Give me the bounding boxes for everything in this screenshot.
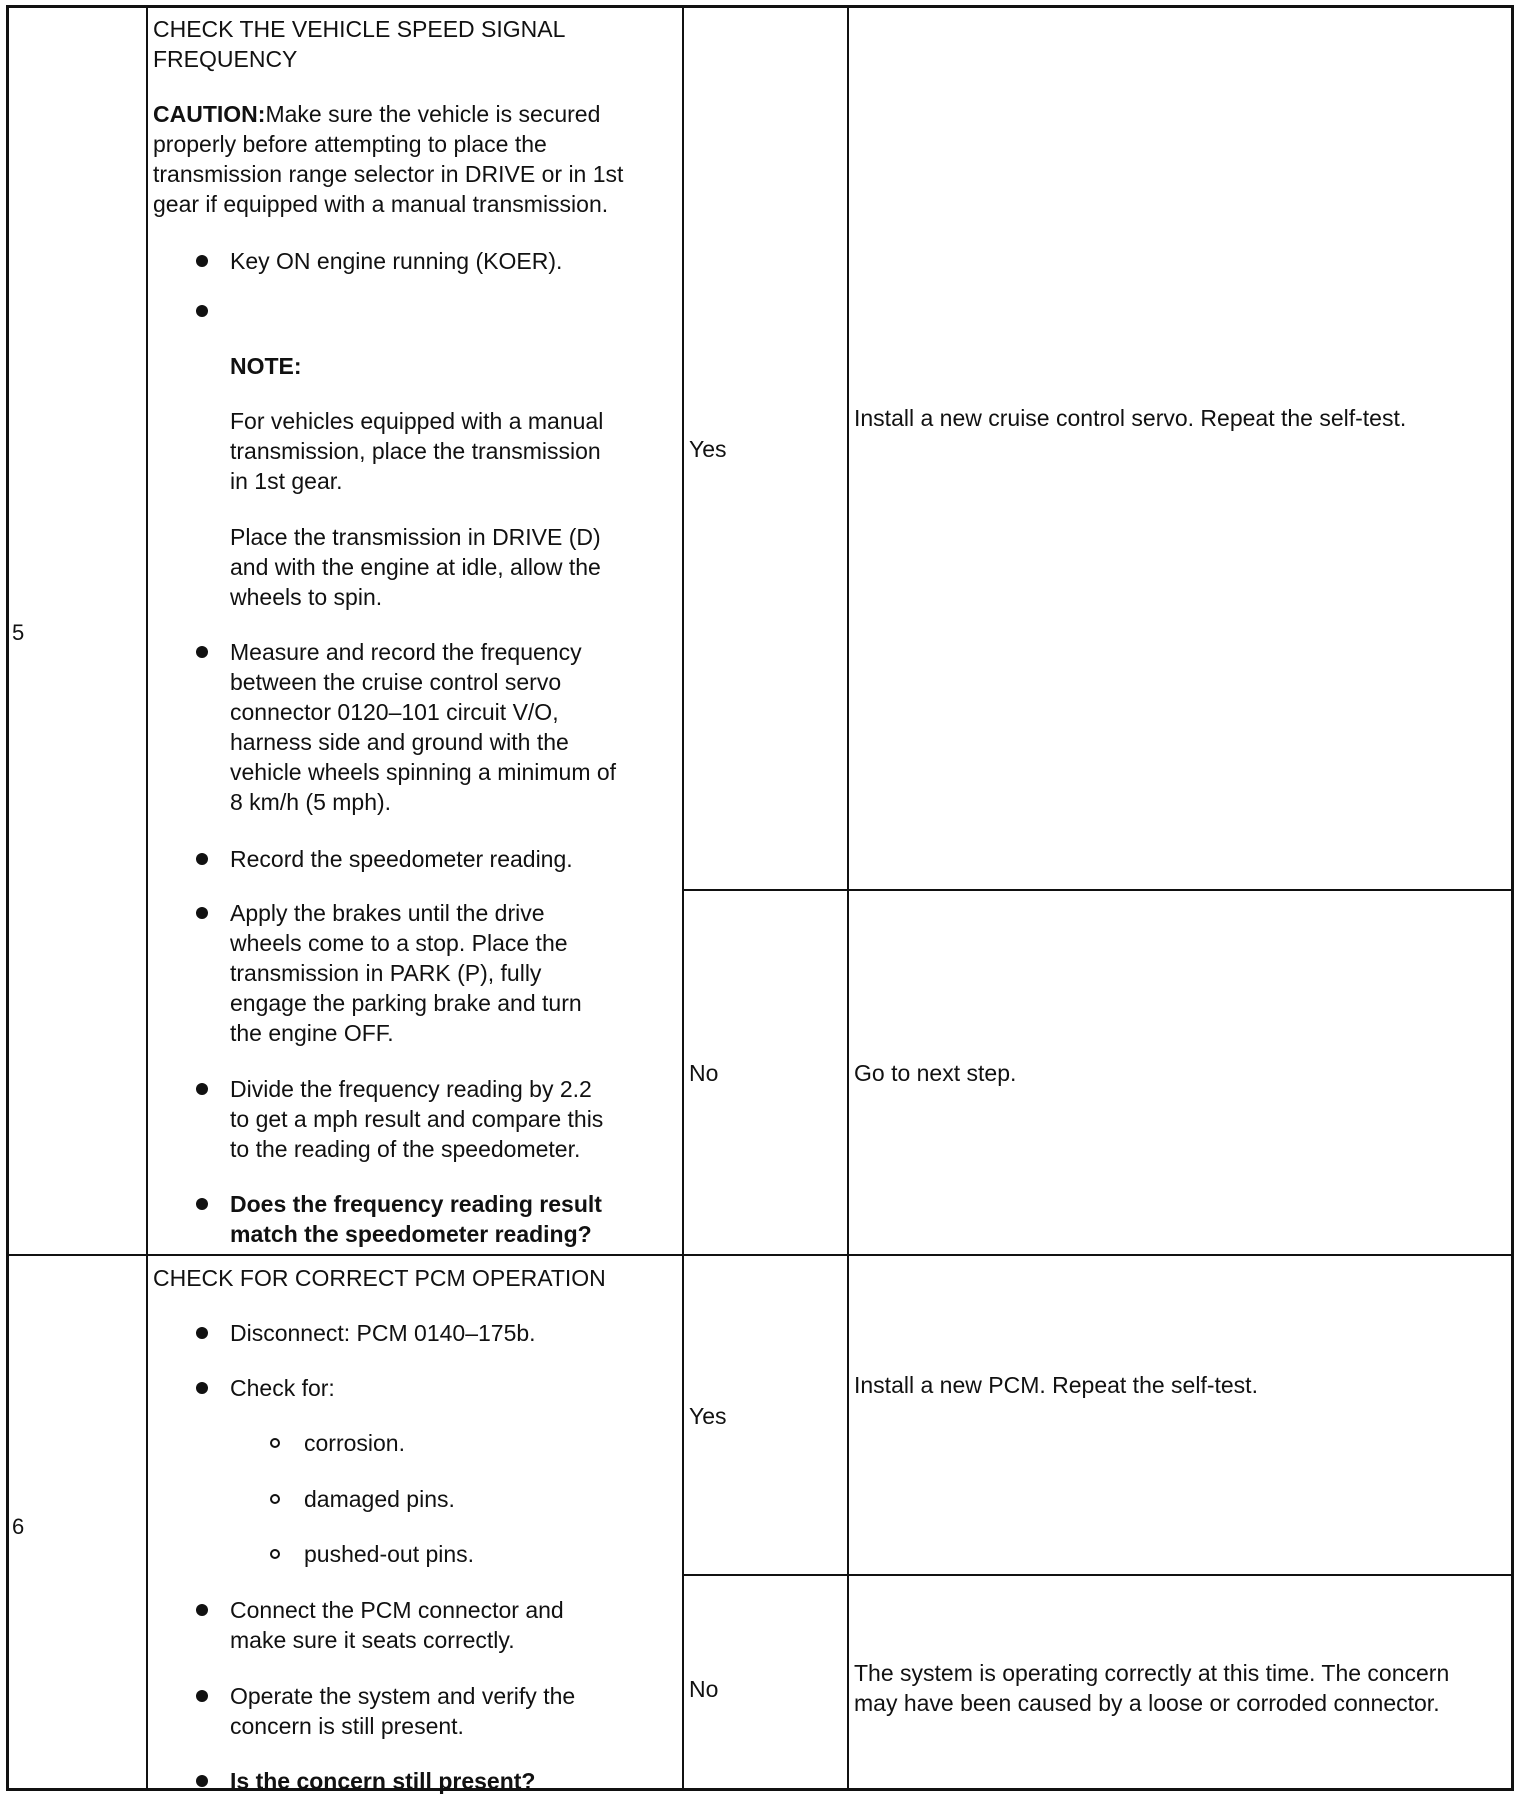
note-text [230, 406, 675, 496]
bullet-icon [196, 1198, 208, 1210]
action-yes: Install a new PCM. Repeat the self-test. [854, 1372, 1258, 1398]
check-item: corrosion. [304, 1430, 405, 1456]
instruction-line: connector 0120–101 circuit V/O, [230, 699, 559, 725]
bullet-icon [196, 305, 208, 317]
bullet-icon [196, 907, 208, 919]
answer-no: No [689, 1060, 719, 1086]
instruction-line: engage the parking brake and turn [230, 990, 582, 1016]
bullet-icon [196, 1382, 208, 1394]
step-title: CHECK FOR CORRECT PCM OPERATION [153, 1265, 606, 1291]
action-line: The system is operating correctly at this time. The concern [854, 1660, 1450, 1686]
column-divider-test [682, 6, 684, 1791]
action-no: Go to next step. [854, 1060, 1017, 1086]
caution-label: CAUTION: [153, 101, 266, 127]
sub-bullet-icon [270, 1494, 280, 1504]
result-divider-6 [682, 1574, 1514, 1576]
instruction-text: Disconnect: PCM 0140–175b. [230, 1320, 536, 1346]
answer-yes: Yes [689, 1403, 727, 1429]
instruction-line: wheels come to a stop. Place the [230, 930, 568, 956]
bullet-icon [196, 1775, 208, 1787]
instruction-line: the engine OFF. [230, 1020, 394, 1046]
question-text [230, 1189, 675, 1249]
instruction-text [230, 522, 675, 612]
instruction-text: Check for: [230, 1375, 335, 1401]
action-yes: Install a new cruise control servo. Repeat the self-test. [854, 405, 1407, 431]
step-number: 5 [12, 620, 25, 645]
bullet-icon [196, 1604, 208, 1616]
instruction-line: concern is still present. [230, 1713, 464, 1739]
instruction-line: 8 km/h (5 mph). [230, 789, 392, 815]
caution-text: properly before attempting to place the [153, 131, 547, 157]
note-label: NOTE: [230, 353, 302, 379]
bullet-icon [196, 255, 208, 267]
question-line: Does the frequency reading result [230, 1191, 602, 1217]
instruction-line: wheels to spin. [230, 584, 383, 610]
instruction-text [230, 1681, 675, 1741]
instruction-line: Place the transmission in DRIVE (D) [230, 524, 601, 550]
question-line: match the speedometer reading? [230, 1221, 592, 1247]
instruction-line: to get a mph result and compare this [230, 1106, 604, 1132]
step-title-line: FREQUENCY [153, 46, 298, 72]
instruction-text [230, 898, 675, 1048]
caution-text: gear if equipped with a manual transmission. [153, 191, 609, 217]
instruction-line: vehicle wheels spinning a minimum of [230, 759, 617, 785]
step-number: 6 [12, 1514, 25, 1539]
column-divider-result [847, 6, 849, 1791]
column-divider-step [146, 6, 148, 1791]
instruction-line: Apply the brakes until the drive [230, 900, 545, 926]
bullet-icon [196, 646, 208, 658]
bullet-icon [196, 1327, 208, 1339]
question-text: Is the concern still present? [230, 1768, 536, 1794]
note-line: in 1st gear. [230, 468, 343, 494]
instruction-line: make sure it seats correctly. [230, 1627, 515, 1653]
answer-yes: Yes [689, 436, 727, 462]
sub-bullet-icon [270, 1438, 280, 1448]
bullet-icon [196, 1690, 208, 1702]
sub-bullet-icon [270, 1549, 280, 1559]
instruction-line: between the cruise control servo [230, 669, 562, 695]
instruction-text: Key ON engine running (KOER). [230, 248, 563, 274]
instruction-line: harness side and ground with the [230, 729, 569, 755]
note-line: transmission, place the transmission [230, 438, 601, 464]
instruction-text [230, 1595, 675, 1655]
caution-paragraph [153, 99, 678, 219]
row-divider [6, 1254, 1514, 1256]
instruction-line: Operate the system and verify the [230, 1683, 576, 1709]
check-item: damaged pins. [304, 1486, 455, 1512]
caution-text: transmission range selector in DRIVE or in 1st [153, 161, 624, 187]
step-title-line: CHECK THE VEHICLE SPEED SIGNAL [153, 16, 566, 42]
instruction-text [230, 637, 675, 817]
answer-no: No [689, 1676, 719, 1702]
note-line: For vehicles equipped with a manual [230, 408, 604, 434]
action-no [854, 1658, 1514, 1718]
instruction-line: Measure and record the frequency [230, 639, 582, 665]
bullet-icon [196, 1083, 208, 1095]
result-divider-5 [682, 889, 1514, 891]
instruction-text: Record the speedometer reading. [230, 846, 573, 872]
check-item: pushed-out pins. [304, 1541, 475, 1567]
instruction-line: to the reading of the speedometer. [230, 1136, 581, 1162]
instruction-line: Divide the frequency reading by 2.2 [230, 1076, 592, 1102]
instruction-line: transmission in PARK (P), fully [230, 960, 542, 986]
instruction-line: and with the engine at idle, allow the [230, 554, 601, 580]
instruction-line: Connect the PCM connector and [230, 1597, 564, 1623]
caution-text: Make sure the vehicle is secured [265, 101, 601, 127]
bullet-icon [196, 853, 208, 865]
action-line: may have been caused by a loose or corroded connector. [854, 1690, 1440, 1716]
instruction-text [230, 1074, 675, 1164]
